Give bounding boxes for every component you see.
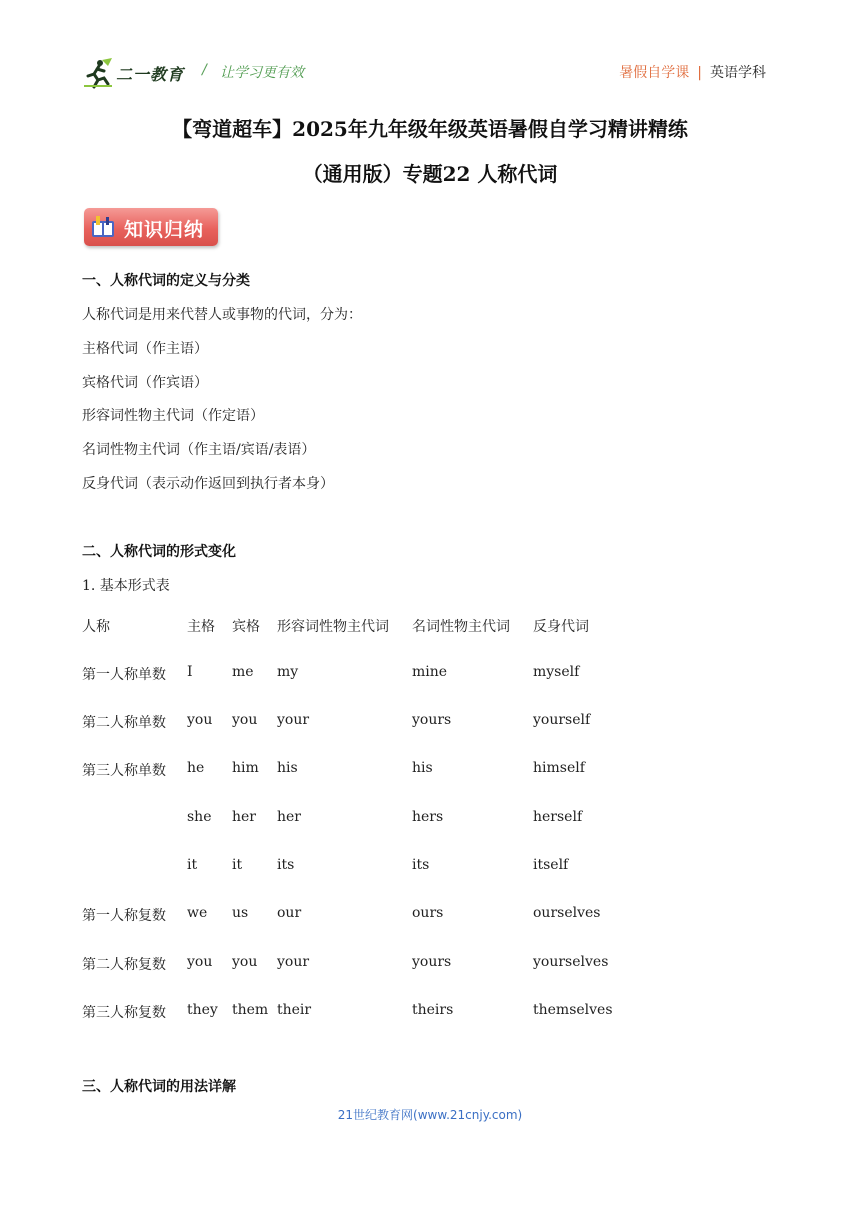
table-cell: their: [277, 1002, 312, 1018]
document-title-line1: 【弯道超车】2025年九年级年级英语暑假自学习精讲精练: [172, 117, 688, 141]
table-header-cell: 宾格: [232, 619, 260, 635]
table-cell: mine: [412, 664, 448, 680]
table-cell: my: [277, 664, 299, 680]
runner-logo-icon: [82, 56, 116, 90]
page-footer: 21世纪教育网(www.21cnjy.com): [337, 1108, 523, 1122]
table-cell: 第三人称单数: [82, 763, 166, 779]
table-cell: yours: [412, 712, 452, 728]
table-cell: itself: [533, 857, 569, 873]
table-cell: them: [232, 1002, 269, 1018]
table-cell: 第二人称单数: [82, 715, 166, 731]
table-cell: her: [277, 809, 301, 825]
table-cell: her: [232, 809, 256, 825]
book-icon: [90, 215, 116, 239]
badge-label: 知识归纳: [124, 219, 205, 241]
section3-heading: 三、人称代词的用法详解: [82, 1079, 236, 1095]
logo: [82, 56, 192, 90]
table-cell: you: [187, 712, 213, 728]
table-cell: himself: [533, 760, 585, 776]
table-cell: 第三人称复数: [82, 1005, 166, 1021]
table-cell: ourselves: [533, 905, 601, 921]
document-title-line2: （通用版）专题22 人称代词: [302, 162, 558, 186]
page-header: [82, 52, 766, 92]
section2-heading: 二、人称代词的形式变化: [82, 544, 236, 560]
header-divider: |: [697, 65, 702, 81]
table-cell: hers: [412, 809, 444, 825]
table-cell: he: [187, 760, 205, 776]
table-cell: 第一人称单数: [82, 667, 166, 683]
table-header-cell: 名词性物主代词: [412, 619, 510, 635]
subject-label: 英语学科: [710, 65, 766, 81]
table-cell: me: [232, 664, 254, 680]
table-cell: myself: [533, 664, 580, 680]
table-cell: its: [412, 857, 430, 873]
table-header-cell: 形容词性物主代词: [277, 619, 389, 635]
logo-text: 二一教育: [116, 65, 185, 84]
table-cell: we: [187, 905, 208, 921]
list-item: 反身代词（表示动作返回到执行者本身）: [82, 476, 334, 492]
table-cell: yourself: [533, 712, 591, 728]
table-cell: theirs: [412, 1002, 454, 1018]
table-cell: I: [187, 664, 193, 680]
knowledge-summary-badge: [84, 208, 218, 246]
section1-heading: 一、人称代词的定义与分类: [82, 273, 250, 289]
table-cell: herself: [533, 809, 583, 825]
list-item: 主格代词（作主语）: [82, 341, 208, 357]
table-cell: it: [187, 857, 198, 873]
table-cell: ours: [412, 905, 444, 921]
table-cell: its: [277, 857, 295, 873]
table-cell: your: [277, 954, 310, 970]
table-header-cell: 反身代词: [533, 619, 589, 635]
table-cell: him: [232, 760, 259, 776]
table-cell: 第二人称复数: [82, 957, 166, 973]
table-cell: you: [232, 712, 258, 728]
table-cell: his: [412, 760, 433, 776]
list-item: 宾格代词（作宾语）: [82, 375, 208, 391]
course-label: 暑假自学课: [619, 65, 690, 81]
table-cell: his: [277, 760, 298, 776]
table-cell: our: [277, 905, 302, 921]
table-cell: they: [187, 1002, 218, 1018]
list-item: 名词性物主代词（作主语/宾语/表语）: [82, 442, 316, 458]
table-cell: you: [187, 954, 213, 970]
slogan-separator: /: [202, 62, 207, 78]
header-right: [619, 62, 766, 82]
section1-intro: 人称代词是用来代替人或事物的代词，分为：: [82, 307, 362, 323]
table-cell: themselves: [533, 1002, 613, 1018]
table-cell: it: [232, 857, 243, 873]
table-header-cell: 人称: [82, 619, 110, 635]
table-cell: us: [232, 905, 249, 921]
table-cell: yourselves: [533, 954, 609, 970]
table-cell: your: [277, 712, 310, 728]
table-cell: she: [187, 809, 212, 825]
table-header-cell: 主格: [187, 619, 215, 635]
slogan: 让学习更有效: [220, 65, 304, 81]
list-item: 形容词性物主代词（作定语）: [82, 408, 264, 424]
table-cell: you: [232, 954, 258, 970]
table-cell: 第一人称复数: [82, 908, 166, 924]
section2-subheading: 1. 基本形式表: [82, 578, 170, 594]
table-cell: yours: [412, 954, 452, 970]
